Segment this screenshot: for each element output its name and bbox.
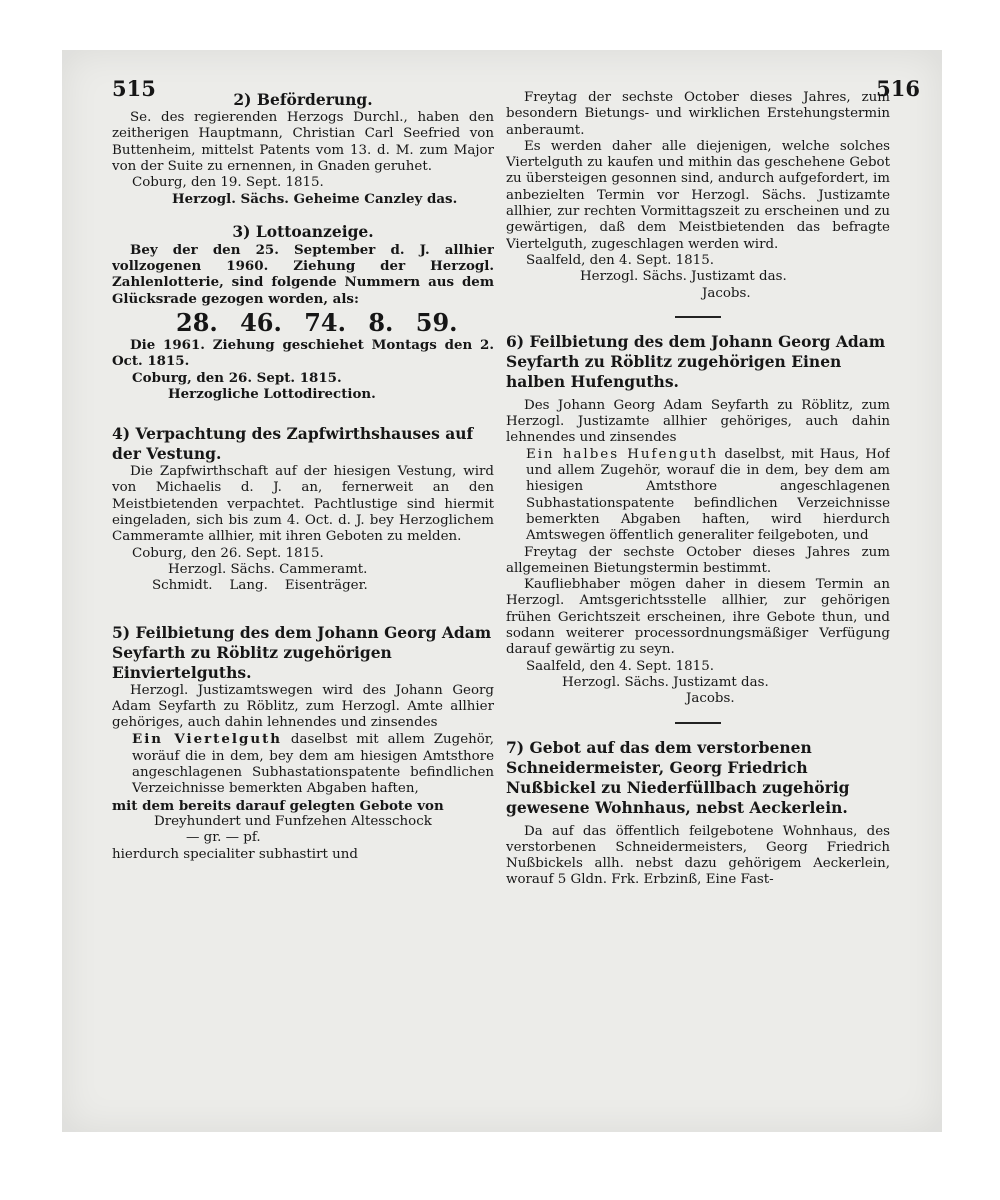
section-heading: 7) Gebot auf das dem verstorbenen Schneidermeister, Georg Friedrich Nußbickel zu Niederfüllbach zugehörig gewesene Wohnhaus, nebst Aeckerlein.: [506, 737, 850, 817]
place-date: Coburg, den 26. Sept. 1815.: [132, 545, 324, 561]
auction-invitation: Kaufliebhaber mögen daher in diesem Termin an Herzogl. Amtsgerichtsstelle allhier, zur gehörigen frühen Gerichtszeit erscheinen, ihre Gebote thun, und sodann weiterer processordnungsmäßiger Verfügung darauf gewärtig zu seyn.: [506, 577, 890, 658]
lottery-numbers: 28. 46. 74. 8. 59.: [176, 307, 458, 337]
signatory-names: Schmidt. Lang. Eisenträger.: [152, 578, 368, 594]
signature: Herzogl. Sächs. Justizamt das.: [562, 674, 769, 690]
section-promotion: [112, 90, 494, 208]
section-divider: [675, 722, 721, 724]
auction-term: Freytag der sechste October dieses Jahres, zum besondern Bietungs- und wirklichen Erstehungstermin anberaumt.: [506, 90, 890, 138]
section-body: Bey der den 25. September d. J. allhier vollzogenen 1960. Ziehung der Herzogl. Zahlenlotterie, sind folgende Nummern aus dem Glücksrade gezogen worden, als:: [112, 241, 494, 307]
signature: Herzogl. Sächs. Geheime Canzley das.: [172, 191, 458, 208]
signature: Herzogl. Sächs. Cammeramt.: [168, 561, 368, 577]
estate-details: daselbst, mit Haus, Hof und allem Zugehör, worauf die in dem, bey dem am hiesigen Amtsthore angeschlagenen Subhastationspatente befindlichen Verzeichnisse bemerkten Abgaben haften, wird hierdurch Amtswegen öffentlich generaliter feilgeboten, und: [526, 446, 890, 544]
section-heading: 6) Feilbietung des dem Johann Georg Adam Seyfarth zu Röblitz zugehörigen Einen halben Hufenguths.: [506, 331, 886, 391]
auction-term: Freytag der sechste October dieses Jahres zum allgemeinen Bietungstermin bestimmt.: [506, 544, 890, 576]
scanned-page: [62, 50, 942, 1132]
signature: Herzogl. Sächs. Justizamt das.: [580, 269, 787, 285]
estate-description: [112, 731, 494, 797]
section-lease: [112, 424, 494, 594]
auction-closing: hierdurch specialiter subhastirt und: [112, 846, 358, 862]
bid-units: — gr. — pf.: [186, 830, 261, 846]
section-lottery: [112, 222, 494, 402]
signature: Herzogliche Lottodirection.: [168, 385, 376, 402]
section-divider: [675, 316, 721, 318]
place-date: Saalfeld, den 4. Sept. 1815.: [526, 252, 714, 268]
section-body: Se. des regierenden Herzogs Durchl., haben den zeitherigen Hauptmann, Christian Carl Seefried von Buttenheim, mittelst Patents vom 13. d. M. zum Major von der Suite zu ernennen, in Gnaden geruhet.: [112, 110, 494, 174]
section-auction-continued: [506, 90, 890, 302]
right-column: [506, 90, 890, 889]
section-heading: 4) Verpachtung des Zapfwirthshauses auf der Vestung.: [112, 424, 474, 464]
next-draw: Die 1961. Ziehung geschiehet Montags den 2. Oct. 1815.: [112, 336, 494, 370]
section-heading: 2) Beförderung.: [233, 90, 373, 109]
estate-name: Ein Viertelguth: [132, 731, 282, 748]
section-intro: Herzogl. Justizamtswegen wird des Johann Georg Adam Seyfarth zu Röblitz, zum Herzogl. Amte allhier gehöriges, auch dahin lehnendes und zinsendes: [112, 682, 494, 731]
page-number-right: 516: [876, 76, 920, 101]
section-bid-house: [506, 738, 890, 889]
section-heading: 3) Lottoanzeige.: [232, 221, 374, 241]
bid-amount: Dreyhundert und Funfzehen Altesschock: [154, 813, 432, 829]
section-body: Die Zapfwirthschaft auf der hiesigen Vestung, wird von Michaelis d. J. an, fernerweit an den Meistbietenden verpachtet. Pachtlustige sind hiermit eingeladen, sich bis zum 4. Oct. d. J. bey Herzoglichem Cammeramte allhier, mit ihren Geboten zu melden.: [112, 464, 494, 545]
signatory-name: Jacobs.: [686, 691, 735, 707]
estate-details: daselbst mit allem Zugehör, woräuf die in dem, bey dem am hiesigen Amtsthore angeschlagenen Subhastationspatente befindlichen Verzeichnisse bemerkten Abgaben haften,: [132, 732, 494, 797]
estate-description: [506, 447, 890, 545]
section-intro: Des Johann Georg Adam Seyfarth zu Röblitz, zum Herzogl. Justizamte allhier gehöriges, auch dahin lehnendes und zinsendes: [506, 397, 890, 446]
auction-invitation: Es werden daher alle diejenigen, welche solches Viertelguth zu kaufen und mithin das geschehene Gebot zu übersteigen gesonnen sind, andurch aufgefordert, im anbezielten Termin vor Herzogl. Sächs. Justizamte allhier, zur rechten Vormittagszeit zu erscheinen und zu gewärtigen, daß dem Meistbietenden das befragte Viertelguth, zugeschlagen werden wird.: [506, 138, 890, 252]
section-auction-quarter-estate: [112, 623, 494, 863]
signatory-name: Jacobs.: [702, 285, 751, 301]
place-date: Coburg, den 19. Sept. 1815.: [132, 175, 324, 191]
place-date: Saalfeld, den 4. Sept. 1815.: [526, 658, 714, 674]
bid-line: mit dem bereits darauf gelegten Gebote von: [112, 797, 444, 814]
estate-name: Ein halbes Hufenguth: [526, 446, 719, 462]
section-heading: 5) Feilbietung des dem Johann Georg Adam Seyfarth zu Röblitz zugehörigen Einviertelguths.: [112, 622, 492, 682]
left-column: [112, 90, 494, 863]
section-auction-half-estate: [506, 332, 890, 708]
page-number-left: 515: [112, 76, 156, 101]
place-date: Coburg, den 26. Sept. 1815.: [132, 369, 342, 386]
section-body: Da auf das öffentlich feilgebotene Wohnhaus, des verstorbenen Schneidermeisters, Georg Friedrich Nußbickels allh. nebst dazu gehörigem Aeckerlein, worauf 5 Gldn. Frk. Erbzinß, Eine Fast-: [506, 823, 890, 888]
